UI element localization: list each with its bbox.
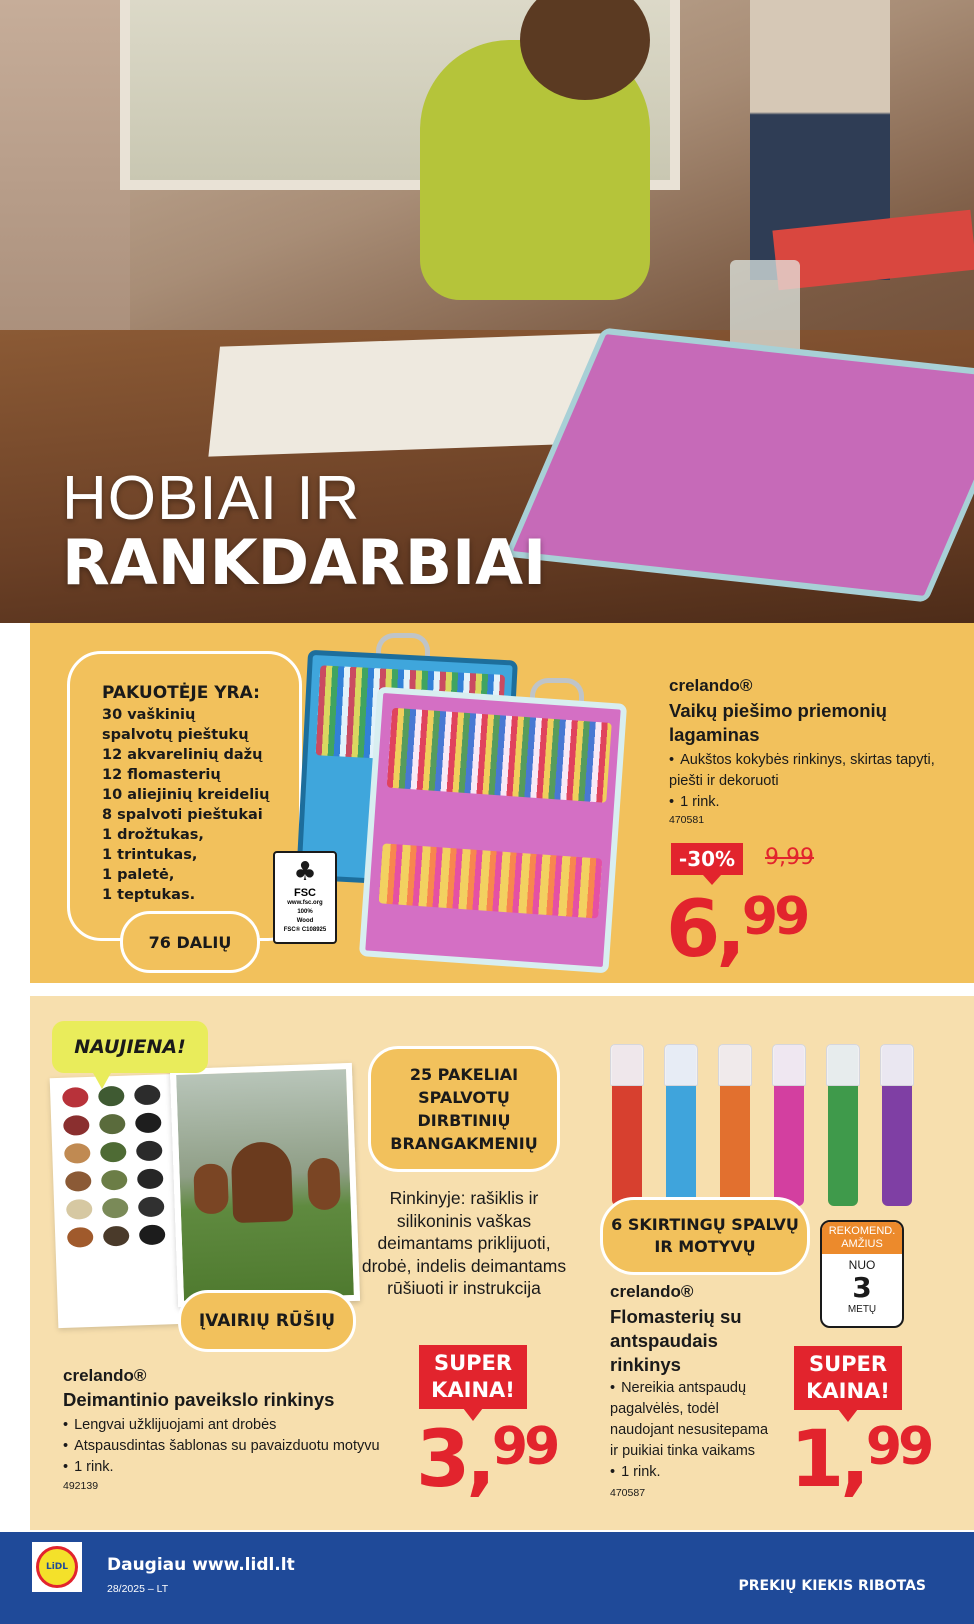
includes-item: 12 akvarelinių dažų	[102, 747, 263, 763]
gems-sheet-image	[50, 1074, 187, 1328]
product2-bullet: • 1 rink.	[63, 1457, 393, 1478]
gem-swatch	[139, 1224, 166, 1245]
footer-website-link[interactable]: Daugiau www.lidl.lt	[107, 1555, 295, 1575]
gem-swatch	[137, 1168, 164, 1189]
gem-swatch	[102, 1198, 129, 1219]
gem-swatch	[64, 1143, 91, 1164]
includes-item: 30 vaškinių	[102, 707, 196, 723]
product2-bullet: • Atspausdintas šablonas su pavaizduotu motyvu	[63, 1436, 393, 1457]
product2-sku: 492139	[63, 1480, 99, 1492]
product3-title: Flomasterių su antspaudais rinkinys	[610, 1306, 742, 1375]
price-main: 3	[416, 1415, 467, 1505]
fsc-tree-icon: ♣	[293, 857, 317, 887]
price-main: 6	[666, 885, 717, 975]
includes-item: 1 drožtukas,	[102, 827, 204, 843]
marker-cap	[664, 1044, 698, 1086]
stamp-marker	[828, 1044, 858, 1206]
fsc-brand: FSC	[294, 887, 316, 899]
marker-cap	[610, 1044, 644, 1086]
product2-bullet: • Lengvai užklijuojami ant drobės	[63, 1415, 393, 1436]
product1-price	[666, 885, 806, 975]
product3-bullet: • Nereikia antspaudų pagalvėlės, todėl naudojant nesusitepama ir puikiai tinka vaikams	[610, 1378, 775, 1462]
price-cents: 99	[491, 1417, 557, 1477]
includes-title: PAKUOTĖJE YRA:	[102, 683, 260, 703]
includes-item: 10 aliejinių kreidelių	[102, 787, 270, 803]
gem-swatch	[67, 1227, 94, 1248]
gem-grid	[62, 1084, 170, 1247]
includes-item: 8 spalvoti pieštukai	[102, 807, 263, 823]
stamp-marker	[612, 1044, 642, 1206]
gem-swatch	[65, 1171, 92, 1192]
lidl-logo-mark: LiDL	[36, 1546, 78, 1588]
gem-swatch	[62, 1087, 89, 1108]
footer-limited-notice: PREKIŲ KIEKIS RIBOTAS	[738, 1578, 926, 1594]
gem-swatch	[135, 1112, 162, 1133]
gem-swatch	[100, 1142, 127, 1163]
discount-badge: -30%	[671, 843, 743, 875]
age-header: REKOMEND. AMŽIUS	[822, 1222, 902, 1254]
age-from: NUO	[848, 1258, 876, 1272]
gem-swatch	[134, 1084, 161, 1105]
stamp-marker	[774, 1044, 804, 1206]
includes-item: spalvotų pieštukų	[102, 727, 249, 743]
product2-brand: crelando®	[63, 1366, 147, 1385]
gem-swatch	[138, 1196, 165, 1217]
stamp-markers-image	[612, 1044, 918, 1212]
super-price-badge: SUPER KAINA!	[419, 1345, 527, 1409]
age-number: 3	[852, 1271, 872, 1304]
fsc-label	[273, 851, 337, 944]
product2-bullets	[63, 1415, 393, 1478]
product1-title: Vaikų piešimo priemonių lagaminas	[669, 700, 887, 745]
hero-paper	[208, 333, 601, 456]
product2-title: Deimantinio paveikslo rinkinys	[63, 1389, 335, 1410]
marker-cap	[718, 1044, 752, 1086]
gem-swatch	[103, 1226, 130, 1247]
product1-bullets	[669, 750, 939, 813]
old-price: 9,99	[765, 845, 814, 870]
price-cents: 99	[741, 887, 807, 947]
stamp-marker	[720, 1044, 750, 1206]
product1-bullet: • 1 rink.	[669, 792, 939, 813]
gem-swatch	[99, 1114, 126, 1135]
lidl-logo[interactable]	[30, 1540, 84, 1594]
set-contents-text: Rinkinyje: rašiklis ir silikoninis vaškas deimantams priklijuoti, drobė, indelis deimantams rūšiuoti ir instrukcija	[361, 1188, 567, 1298]
product1-brand: crelando®	[669, 676, 753, 695]
gems-badge: 25 PAKELIAI SPALVOTŲ DIRBTINIŲ BRANGAKMENIŲ	[368, 1046, 560, 1172]
hero-title-line2: RANKDARBIAI	[62, 526, 547, 599]
age-recommendation	[820, 1220, 904, 1328]
marker-cap	[772, 1044, 806, 1086]
new-badge: NAUJIENA!	[52, 1021, 208, 1073]
gem-swatch	[101, 1170, 128, 1191]
includes-item: 12 flomasterių	[102, 767, 221, 783]
fsc-material: Wood	[296, 918, 314, 924]
product3-bullets	[610, 1378, 775, 1483]
hero-title	[62, 464, 547, 599]
price-comma: ,	[466, 1415, 492, 1505]
gem-swatch	[136, 1140, 163, 1161]
colors-badge: 6 SKIRTINGŲ SPALVŲ IR MOTYVŲ	[600, 1197, 810, 1275]
gem-swatch	[63, 1115, 90, 1136]
hero-title-line1: HOBIAI IR	[62, 464, 361, 533]
super-price-badge: SUPER KAINA!	[794, 1346, 902, 1410]
pink-art-case-image	[359, 687, 627, 974]
age-unit: METŲ	[847, 1304, 877, 1315]
stamp-marker	[666, 1044, 696, 1206]
parts-count-badge: 76 DALIŲ	[120, 911, 260, 973]
product3-brand: crelando®	[610, 1282, 694, 1301]
includes-item: 1 trintukas,	[102, 847, 198, 863]
price-main: 1	[790, 1415, 841, 1505]
price-cents: 99	[865, 1417, 931, 1477]
marker-cap	[880, 1044, 914, 1086]
fsc-code: FSC® C108925	[283, 927, 327, 933]
diamond-painting-canvas-image	[170, 1063, 360, 1307]
stamp-marker	[882, 1044, 912, 1206]
price-comma: ,	[716, 885, 742, 975]
product1-sku: 470581	[669, 814, 705, 826]
includes-item: 1 paletė,	[102, 867, 175, 883]
price-comma: ,	[840, 1415, 866, 1505]
product3-sku: 470587	[610, 1487, 646, 1499]
hero-wall	[0, 0, 130, 360]
fsc-site: www.fsc.org	[287, 900, 323, 906]
variety-badge: ĮVAIRIŲ RŪŠIŲ	[178, 1290, 356, 1352]
gem-swatch	[66, 1199, 93, 1220]
product3-bullet: • 1 rink.	[610, 1462, 775, 1483]
footer-week: 28/2025 – LT	[107, 1583, 169, 1595]
product1-bullet: • Aukštos kokybės rinkinys, skirtas tapyti, piešti ir dekoruoti	[669, 750, 939, 792]
marker-cap	[826, 1044, 860, 1086]
includes-list	[102, 705, 269, 905]
includes-item: 1 teptukas.	[102, 887, 196, 903]
product3-price	[790, 1415, 930, 1505]
fsc-percent: 100%	[297, 909, 313, 915]
product2-price	[416, 1415, 556, 1505]
